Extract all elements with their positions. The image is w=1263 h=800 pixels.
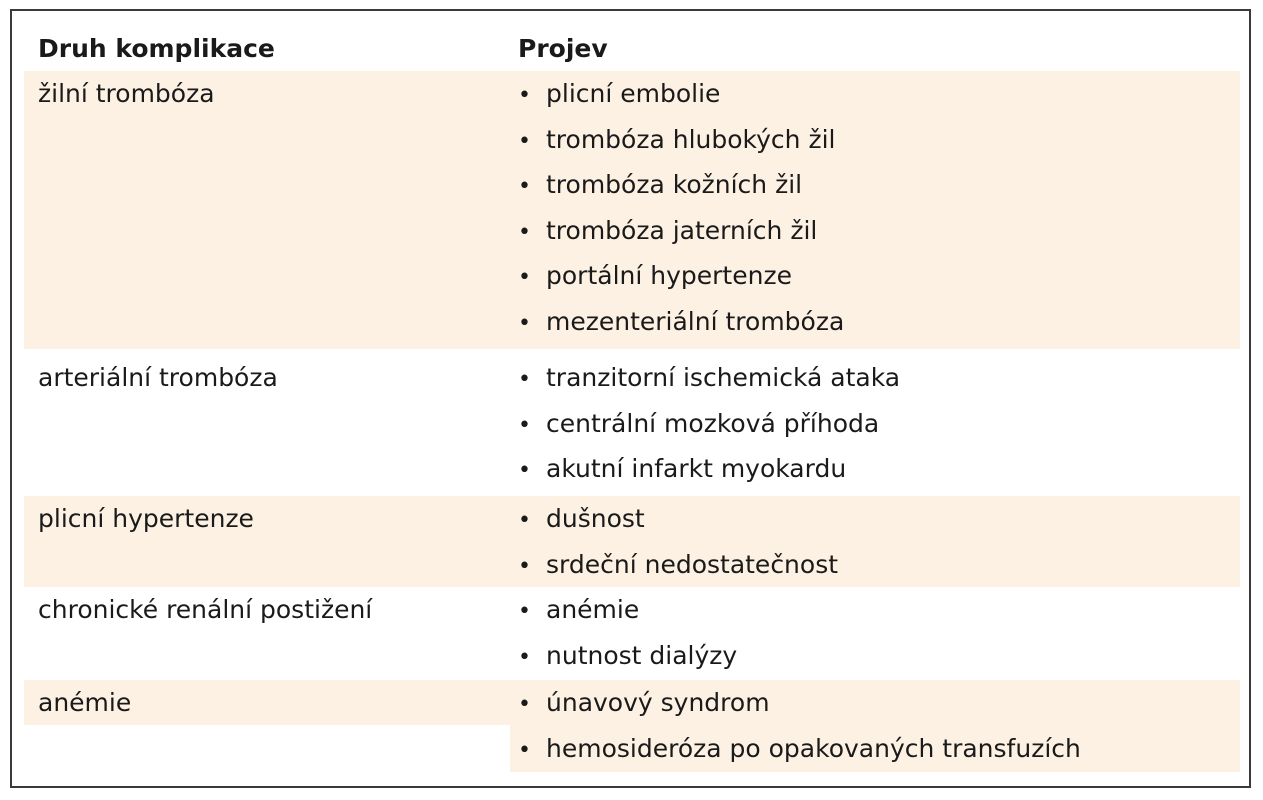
bullet: • — [518, 219, 531, 245]
bullet: • — [518, 367, 531, 392]
list-item: • portální hypertenze — [518, 253, 844, 299]
bullet: • — [518, 412, 531, 438]
bullet: • — [518, 83, 531, 108]
table-row-group — [24, 587, 1240, 677]
manifestation-list — [518, 587, 737, 678]
manifestation-list — [518, 496, 838, 587]
complication-name: žilní trombóza — [38, 79, 215, 108]
list-item: • trombóza kožních žil — [518, 162, 844, 208]
column-header-manifestation: Projev — [518, 34, 608, 63]
list-item: • centrální mozková příhoda — [518, 401, 900, 447]
list-item: • únavový syndrom — [518, 680, 1081, 726]
bullet: • — [518, 265, 531, 291]
complication-name: chronické renální postižení — [38, 595, 373, 624]
complication-name: anémie — [38, 688, 132, 717]
complication-name: plicní hypertenze — [38, 504, 254, 533]
table-row-group — [24, 355, 1240, 493]
table-row-group — [24, 496, 1240, 587]
list-item: • hemosideróza po opakovaných transfuzích — [518, 726, 1081, 772]
column-header-complication: Druh komplikace — [38, 34, 275, 63]
list-item: • trombóza jaterních žil — [518, 208, 844, 254]
manifestation-list — [518, 680, 1081, 771]
bullet: • — [518, 310, 531, 336]
bullet: • — [518, 458, 531, 484]
complication-name: arteriální trombóza — [38, 363, 278, 392]
list-item: • tranzitorní ischemická ataka — [518, 355, 900, 401]
bullet: • — [518, 553, 531, 579]
list-item: • nutnost dialýzy — [518, 633, 737, 679]
list-item: • dušnost — [518, 496, 838, 542]
list-item: • trombóza hlubokých žil — [518, 117, 844, 163]
bullet: • — [518, 599, 531, 624]
list-item: • plicní embolie — [518, 71, 844, 117]
list-item: • anémie — [518, 587, 737, 633]
bullet: • — [518, 644, 531, 670]
manifestation-list — [518, 71, 844, 345]
list-item: • akutní infarkt myokardu — [518, 446, 900, 492]
bullet: • — [518, 737, 531, 763]
bullet: • — [518, 174, 531, 200]
bullet: • — [518, 128, 531, 154]
list-item: • srdeční nedostatečnost — [518, 542, 838, 588]
manifestation-list — [518, 355, 900, 492]
bullet: • — [518, 692, 531, 717]
table-row-group — [24, 680, 1240, 772]
bullet: • — [518, 508, 531, 533]
list-item: • mezenteriální trombóza — [518, 299, 844, 345]
table-row-group — [24, 71, 1240, 349]
